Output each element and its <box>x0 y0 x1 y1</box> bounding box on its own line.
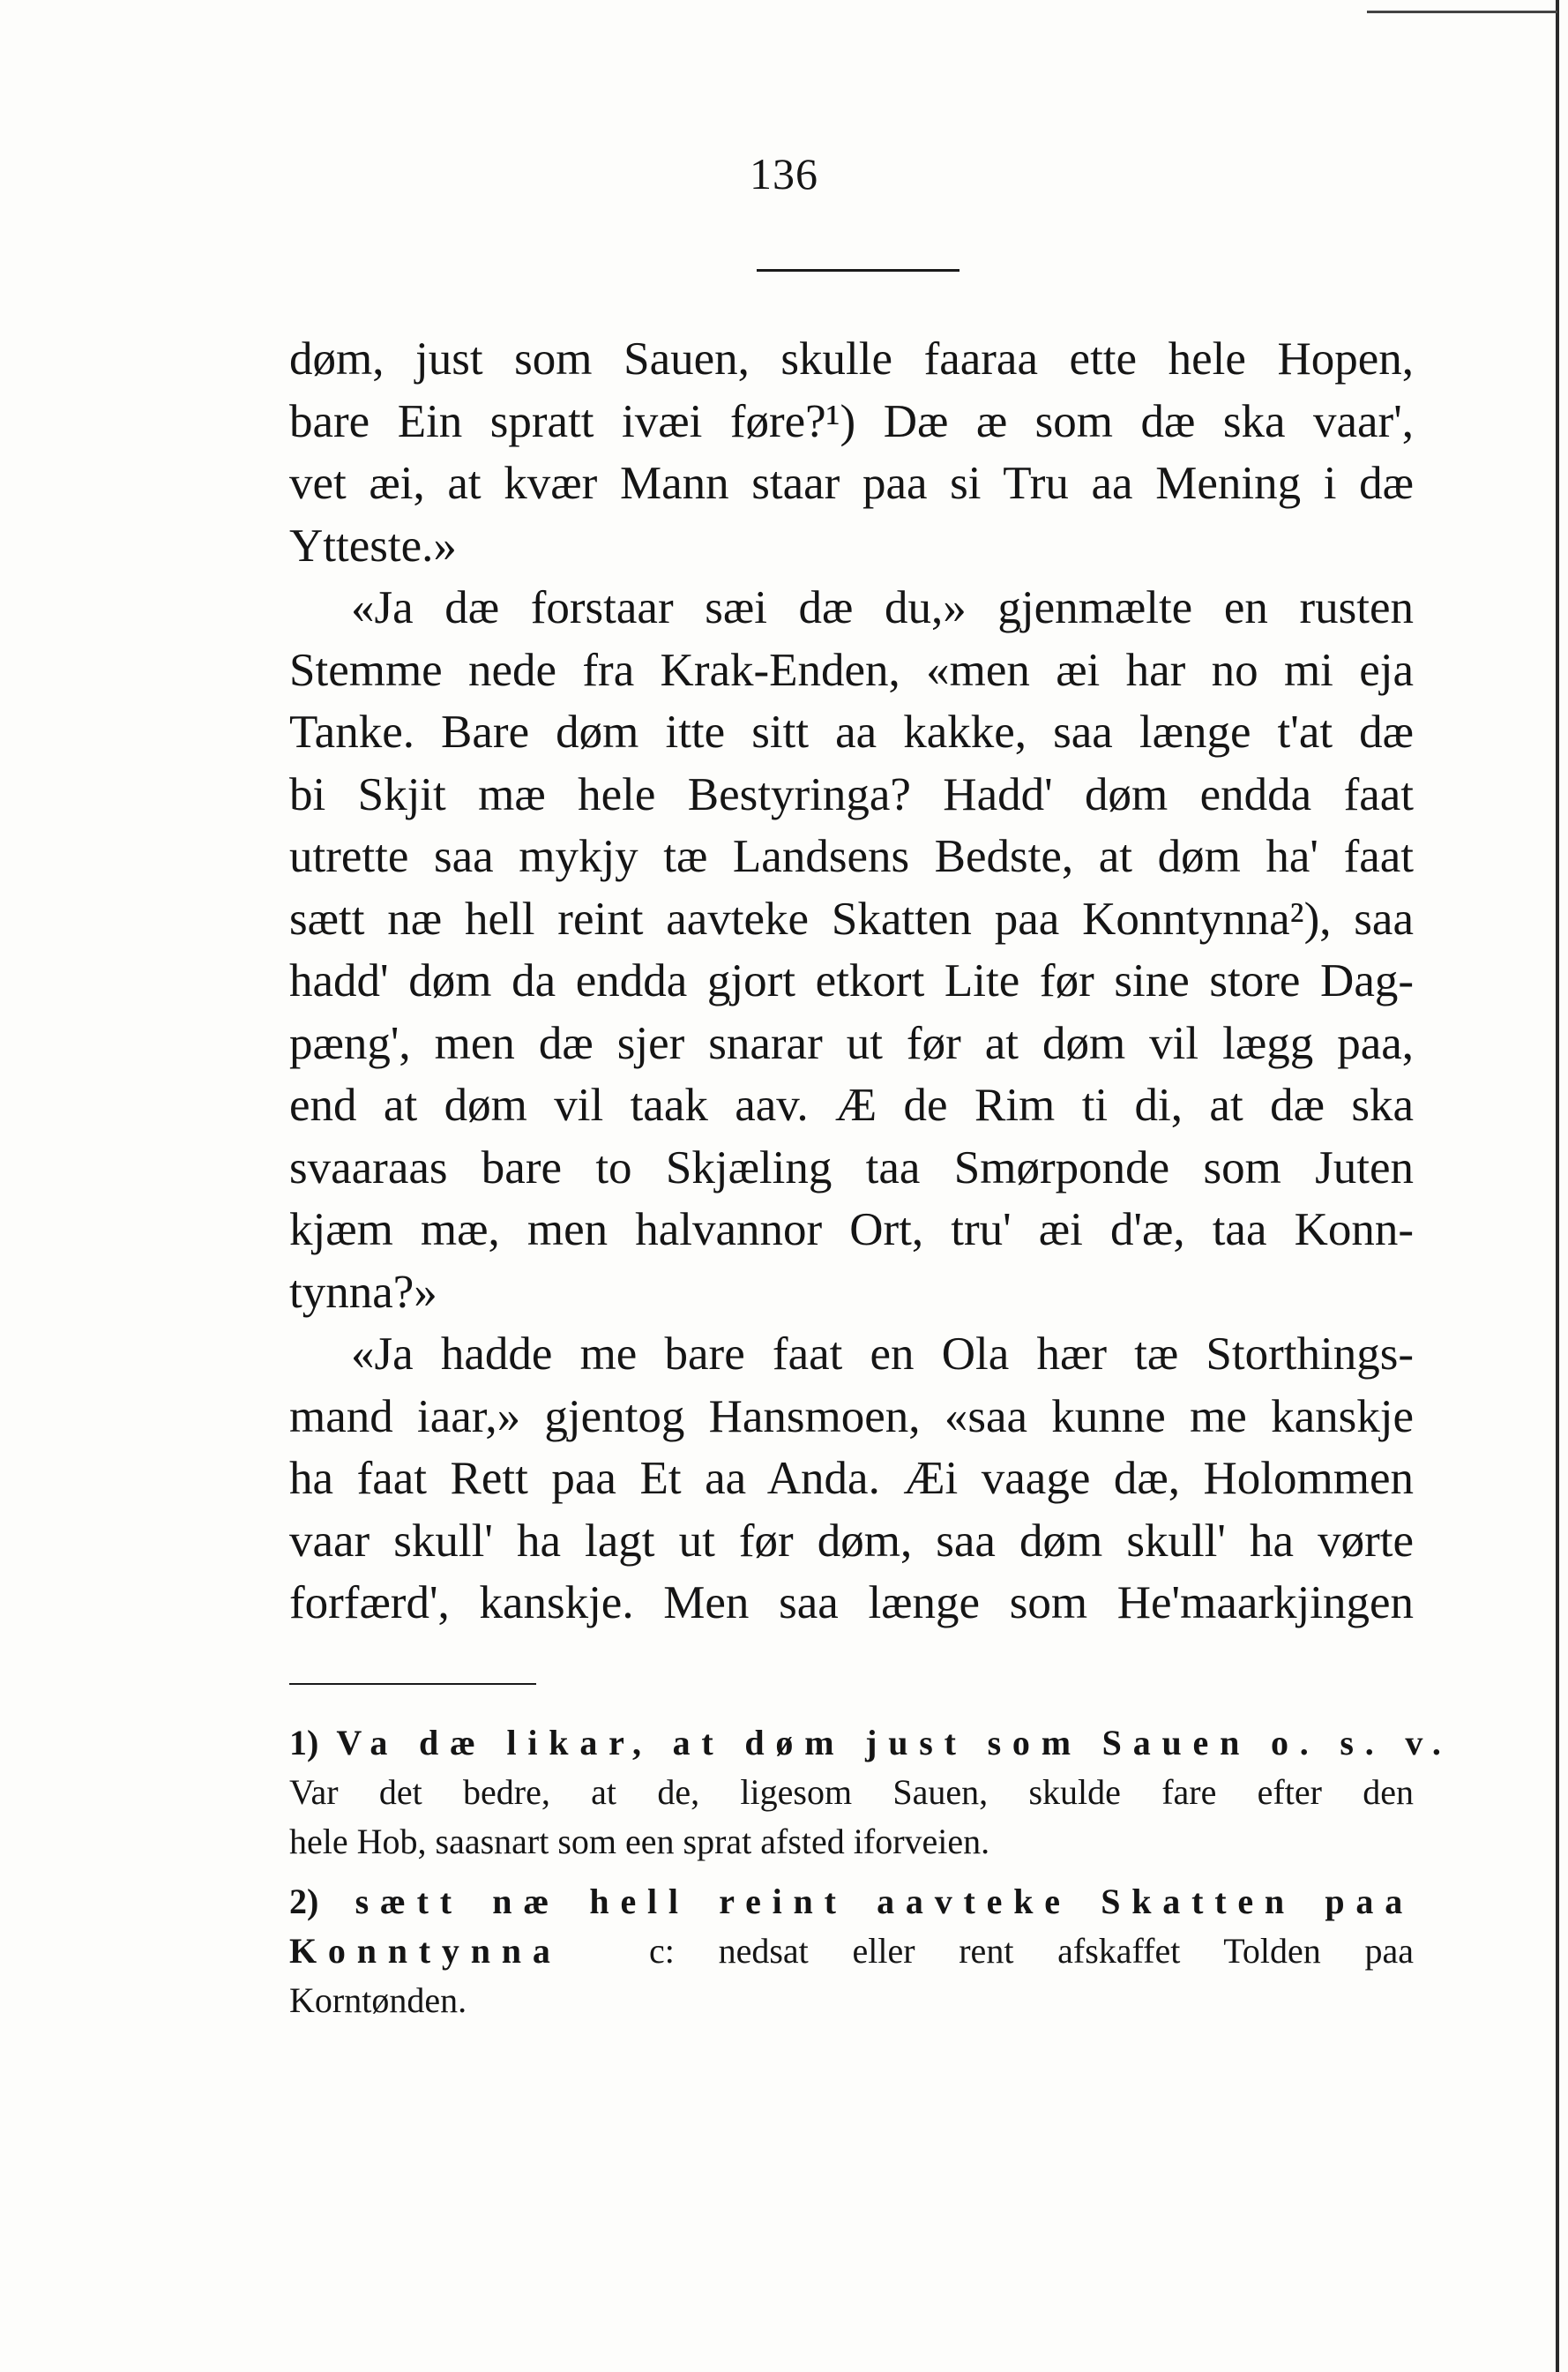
text-line: «Ja dæ forstaar sæi dæ du,» gjenmælte en rusten <box>351 582 1414 633</box>
footnote-2-lemma-cont: Konntynna <box>289 1931 562 1971</box>
text-line: døm, just som Sauen, skulle faaraa ette hele Hopen, <box>289 333 1414 385</box>
footnote-1-mark: 1) <box>289 1723 319 1762</box>
page-edge-shadow <box>1556 0 1559 2372</box>
text-line: Tanke. Bare døm itte sitt aa kakke, saa længe t'at dæ <box>289 707 1414 758</box>
footnote-2-lemma-line-2 <box>289 1927 1414 1976</box>
body-text <box>289 328 1414 1635</box>
page-number: 136 <box>750 149 818 198</box>
text-line: vet æi, at kvær Mann staar paa si Tru aa Mening i dæ <box>289 458 1414 509</box>
text-line: svaaraas bare to Skjæling taa Smørponde som Juten <box>289 1141 1414 1193</box>
header-rule <box>757 269 959 272</box>
text-line: vaar skull' ha lagt ut før døm, saa døm skull' ha vørte <box>289 1515 1414 1567</box>
footnote-2-mark: 2) <box>289 1882 319 1921</box>
text-line: sætt næ hell reint aavteke Skatten paa Konntynna²), saa <box>289 893 1414 945</box>
text-line: utrette saa mykjy tæ Landsens Bedste, at døm ha' faat <box>289 831 1414 882</box>
footnote-1-lemma-line <box>289 1718 1452 1768</box>
text-line: Stemme nede fra Krak-Enden, «men æi har no mi eja <box>289 644 1414 696</box>
footnote-1-gloss-line: hele Hob, saasnart som een sprat afsted iforveien. <box>289 1822 990 1861</box>
text-line: mand iaar,» gjentog Hansmoen, «saa kunne me kanskje <box>289 1390 1414 1442</box>
text-line: end at døm vil taak aav. Æ de Rim ti di, at dæ ska <box>289 1080 1414 1131</box>
page-edge-top <box>1367 11 1557 13</box>
footnote-2-gloss-line: Korntønden. <box>289 1980 467 2020</box>
text-line: forfærd', kanskje. Men saa længe som He'maarkjingen <box>289 1577 1414 1628</box>
text-line: Ytteste.» <box>289 520 457 572</box>
footnote-2-lemma: sætt næ hell reint aavteke Skatten paa <box>355 1882 1415 1921</box>
text-line: ha faat Rett paa Et aa Anda. Æi vaage dæ, Holommen <box>289 1453 1414 1504</box>
footnotes <box>289 1718 1452 2025</box>
text-line: hadd' døm da endda gjort etkort Lite før sine store Dag- <box>289 955 1414 1006</box>
text-line: bi Skjit mæ hele Bestyringa? Hadd' døm endda faat <box>289 768 1414 820</box>
footnote-2-lemma-line <box>289 1877 1414 1927</box>
text-line: «Ja hadde me bare faat en Ola hær tæ Storthings- <box>351 1328 1414 1380</box>
text-line: pæng', men dæ sjer snarar ut før at døm vil lægg paa, <box>289 1017 1414 1069</box>
footnote-1-gloss-line: Var det bedre, at de, ligesom Sauen, skulde fare efter den <box>289 1772 1414 1812</box>
text-line: bare Ein spratt ivæi føre?¹) Dæ æ som dæ ska vaar', <box>289 395 1414 447</box>
footnote-2-gloss: c: nedsat eller rent afskaffet Tolden paa <box>649 1931 1414 1971</box>
footnote-1-lemma: Va dæ likar, at døm just som Sauen o. s. v. <box>336 1723 1452 1762</box>
text-line: kjæm mæ, men halvannor Ort, tru' æi d'æ, taa Konn- <box>289 1204 1414 1255</box>
text-line: tynna?» <box>289 1266 437 1318</box>
footnote-rule <box>289 1683 536 1685</box>
